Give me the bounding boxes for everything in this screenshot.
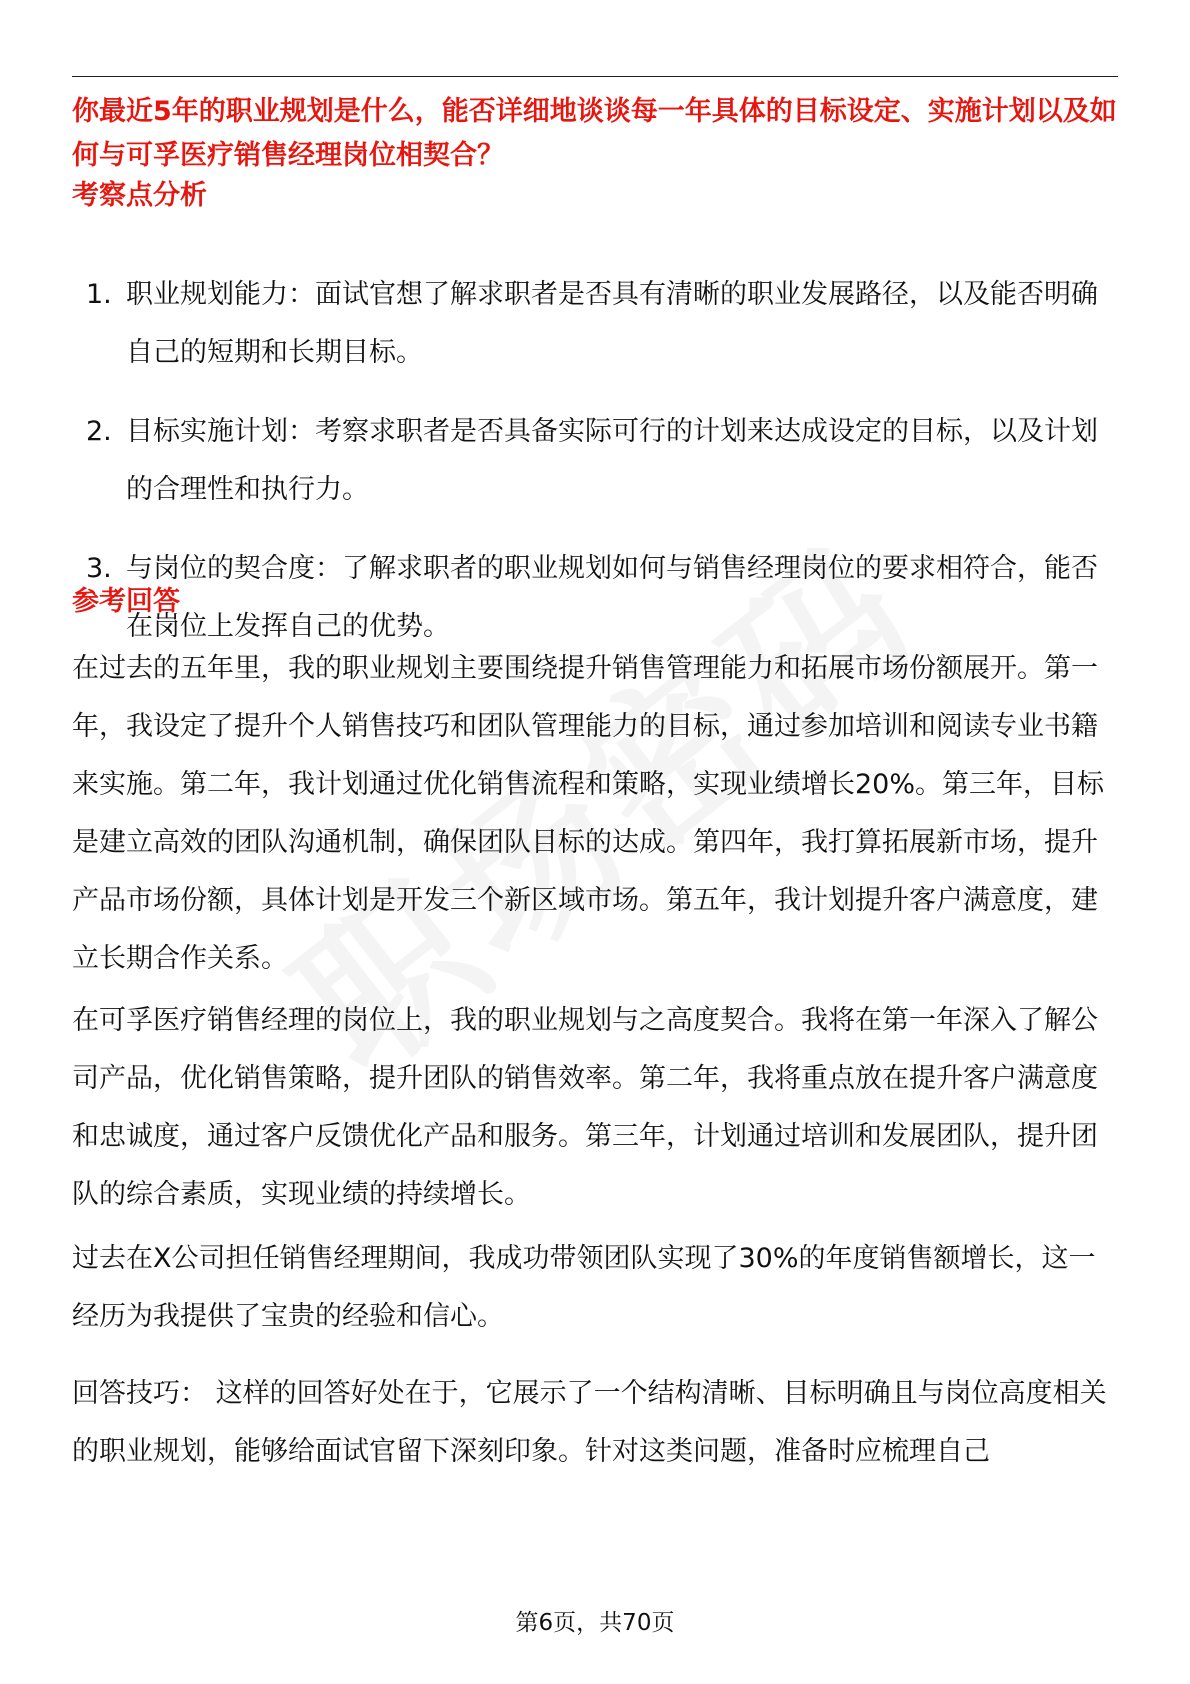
question-heading: 你最近5年的职业规划是什么，能否详细地谈谈每一年具体的目标设定、实施计划以及如何与可孚医疗销售经理岗位相契合？ bbox=[72, 96, 1117, 171]
list-item-number: 3. bbox=[86, 553, 112, 584]
answer-paragraph: 在过去的五年里，我的职业规划主要围绕提升销售管理能力和拓展市场份额展开。第一年，我设定了提升个人销售技巧和团队管理能力的目标，通过参加培训和阅读专业书籍来实施。第二年，我计划通过优化销售流程和策略，实现业绩增长20%。第三年，目标是建立高效的团队沟通机制，确保团队目标的达成。第四年，我打算拓展新市场，提升产品市场份额，具体计划是开发三个新区域市场。第五年，我计划提升客户满意度，建立长期合作关系。 bbox=[72, 653, 1105, 974]
analysis-section-title: 考察点分析 bbox=[72, 180, 207, 211]
list-item-number: 2. bbox=[86, 416, 112, 447]
header-rule bbox=[72, 76, 1118, 77]
list-item bbox=[72, 266, 1118, 382]
page-number-footer: 第6页，共70页 bbox=[515, 1610, 675, 1636]
answer-tips-paragraph: 回答技巧： 这样的回答好处在于，它展示了一个结构清晰、目标明确且与岗位高度相关的职业规划，能够给面试官留下深刻印象。针对这类问题，准备时应梳理自己 bbox=[72, 1378, 1107, 1467]
answer-paragraph: 过去在X公司担任销售经理期间，我成功带领团队实现了30%的年度销售额增长，这一经历为我提供了宝贵的经验和信心。 bbox=[72, 1243, 1096, 1332]
list-item-text: 职业规划能力：面试官想了解求职者是否具有清晰的职业发展路径，以及能否明确自己的短期和长期目标。 bbox=[126, 279, 1098, 368]
list-item-text: 与岗位的契合度：了解求职者的职业规划如何与销售经理岗位的要求相符合，能否在岗位上发挥自己的优势。 bbox=[126, 553, 1098, 642]
answer-paragraph: 在可孚医疗销售经理的岗位上，我的职业规划与之高度契合。我将在第一年深入了解公司产品，优化销售策略，提升团队的销售效率。第二年，我将重点放在提升客户满意度和忠诚度，通过客户反馈优化产品和服务。第三年，计划通过培训和发展团队，提升团队的综合素质，实现业绩的持续增长。 bbox=[72, 1005, 1098, 1210]
list-item-text: 目标实施计划：考察求职者是否具备实际可行的计划来达成设定的目标，以及计划的合理性和执行力。 bbox=[126, 416, 1098, 505]
answer-section-title: 参考回答 bbox=[72, 586, 180, 617]
list-item-number: 1. bbox=[86, 279, 112, 310]
list-item bbox=[72, 403, 1118, 519]
